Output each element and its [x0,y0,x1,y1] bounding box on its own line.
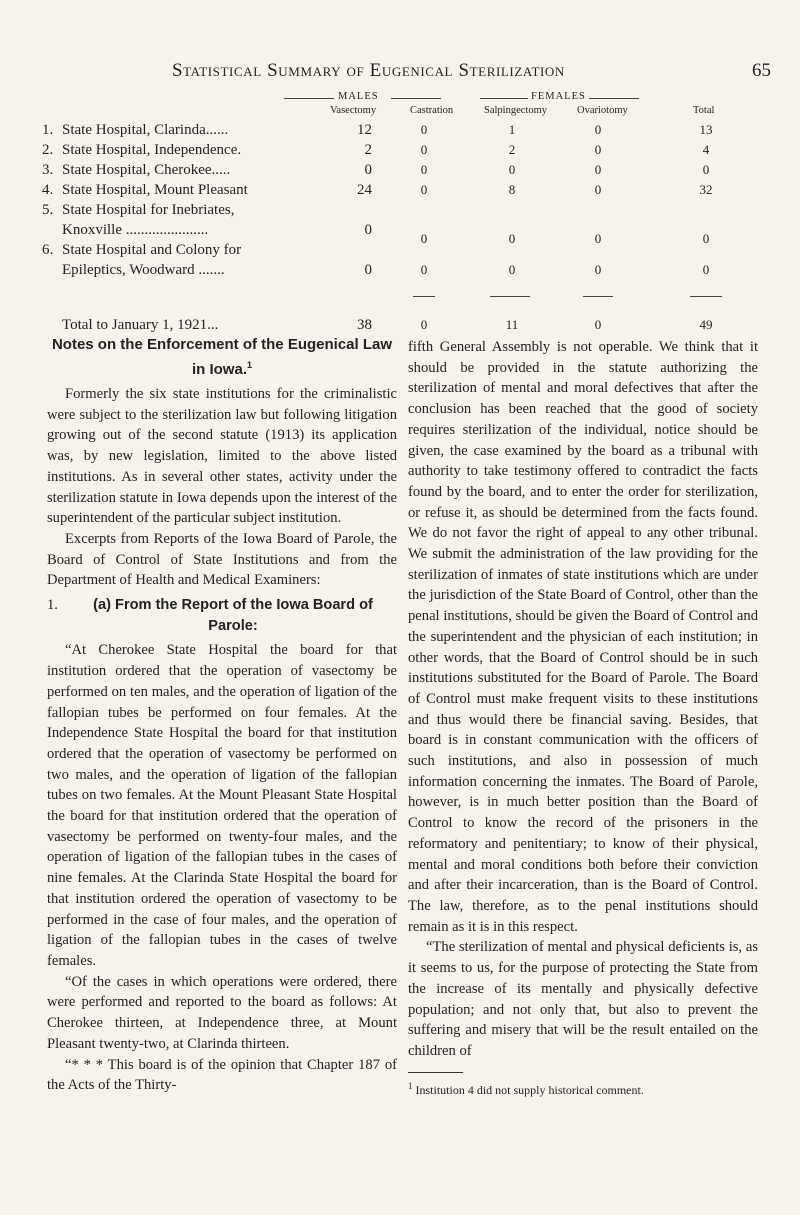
row-number: 1. [42,122,54,138]
cell-ovariotomy: 0 [594,231,602,246]
table-row-continuation [42,260,372,280]
sum-rule-castration [413,296,435,297]
table-row [42,140,372,160]
sum-rule-salpingectomy [490,296,530,297]
subsection-title: (a) From the Report of the Iowa Board of Parole: [93,597,373,634]
cell-salpingectomy: 2 [508,142,516,157]
row-number: 4. [42,182,54,198]
cell-ovariotomy: 0 [594,142,602,157]
row-number: 3. [42,162,54,178]
row-number: 5. [42,202,54,218]
table-row [42,180,372,200]
page-number: 65 [752,60,771,81]
row-number: 6. [42,242,54,258]
females-rule-left [480,98,528,99]
footnote-mark: 1 [408,1080,413,1091]
cell-vasectomy: 0 [364,262,372,278]
paragraph: “The sterilization of mental and physical deficients is, as it seems to us, for the purpose of protecting the State from the increase of its mentally and physically defective population; and not only that, but also to prevent the suffering and misery that will be the result entailed on the children of [408,939,758,1059]
left-column [47,335,397,1096]
cell-vasectomy: 0 [364,162,372,178]
footnote-text: Institution 4 did not supply historical comment. [415,1082,644,1097]
col-header-vasectomy: Vasectomy [330,105,377,116]
cell-salpingectomy: 1 [508,122,516,137]
paragraph: “Of the cases in which operations were ordered, there were performed and reported to the board as follows: At Cherokee thirteen, at Independence three, at Mount Pleasant twenty-two, at Clarinda thirteen. [47,973,397,1052]
table-row-continuation [42,220,372,240]
paragraph: fifth General Assembly is not operable. We think that it should be provided in the statute authorizing the sterilization of mental and moral defectives that after the conclusion has been reached that the good of society requires sterilization of the individual, notice should be given, the case examined by the board as a tribunal with authority to take testimony offered to contradict the facts found by the board, and to enter the order for sterilization, or refuse it, as should be determined from the facts found. We do not favor the right of appeal to any other tribunal. We submit the administration of the law providing for the sterilization of inmates of state institutions which are under the jurisdiction of the State Board of Control, other than the penal institutions, should be given the Board of Control and the superintendent and the physician of each institution; in other words, that the Board of Control should be in such institutions substituted for the Board of Parole. The Board of Control must make frequent visits to these institutions and thus would there be financial saving. Besides, that board is in constant communication with the officers of such institutions, and also in possession of much information concerning the inmates. The Board of Parole, however, is in much better position than the Board of Control to know the record of the prisoners in the reformatory and penitentiary; to know of their physical, mental and moral conditions both before their conviction and after their incarceration, than is the Board of Control. The law, therefore, as to the penal institutions should remain as it is in this respect. [408,339,758,935]
total-vasectomy: 38 [357,317,372,333]
table-row [42,200,372,220]
paragraph: Formerly the six state institutions for the criminalistic were subject to the sterilization law but following litigation growing out of the second statute (1913) its application was, by new legislation, limited to the above listed institutions. As in several other states, activity under the sterilization statute in Iowa depends upon the interest of the superintendent of the particular subject institution. [47,386,397,527]
cell-total: 13 [699,122,713,137]
males-group-header: MALES [338,91,379,102]
cell-total: 4 [702,142,710,157]
total-ovariotomy: 0 [594,317,602,332]
total-row-label: Total to January 1, 1921... [62,317,219,333]
subsection-heading [47,595,397,636]
right-column [408,337,758,1097]
total-castration: 0 [420,317,428,332]
footnote [408,1079,758,1097]
sum-rule-total [690,296,722,297]
footnote-rule [408,1072,463,1073]
paragraph: Excerpts from Reports of the Iowa Board of Parole, the Board of Control of State Institutions and from the Department of Health and Medical Examiners: [47,530,397,589]
cell-salpingectomy: 8 [508,182,516,197]
row-label-line-2: Epileptics, Woodward ....... [62,262,225,278]
col-header-salpingectomy: Salpingectomy [484,105,547,116]
cell-castration: 0 [420,182,428,197]
total-salpingectomy: 11 [505,317,519,332]
col-header-castration: Castration [410,105,454,116]
row-label-line-2: Knoxville ...................... [62,222,209,238]
row-label: State Hospital, Cherokee..... [62,162,231,178]
col-header-total: Total [693,105,715,116]
cell-total: 32 [699,182,713,197]
row-label: State Hospital and Colony for [62,242,242,258]
footnote-ref: 1 [247,360,253,370]
table-row [42,240,372,260]
paragraph: “* * * This board is of the opinion that Chapter 187 of the Acts of the Thirty- [47,1056,397,1094]
females-group-header: FEMALES [531,91,586,102]
subsection-number: 1. [47,597,58,614]
row-label: State Hospital, Clarinda...... [62,122,229,138]
cell-castration: 0 [420,162,428,177]
row-label: State Hospital, Independence. [62,142,242,158]
cell-vasectomy: 24 [357,182,372,198]
row-label: State Hospital, Mount Pleasant [62,182,248,198]
cell-total: 0 [702,262,710,277]
row-label: State Hospital for Inebriates, [62,202,235,218]
males-rule-left [284,98,334,99]
total-row [62,315,372,335]
cell-ovariotomy: 0 [594,162,602,177]
females-rule-right [589,98,639,99]
table-row [42,160,372,180]
cell-salpingectomy: 0 [508,262,516,277]
total-total: 49 [699,317,713,332]
section-heading-text: Notes on the Enforcement of the Eugenical Law in Iowa. [51,336,393,378]
row-number: 2. [42,142,54,158]
paragraph: “At Cherokee State Hospital the board for that institution ordered that the operation of vasectomy be performed on ten males, and the operation of ligation of the fallopian tubes be performed on four females. At the Independence State Hospital the board for that institution ordered that the operation of vasectomy be performed on two males, and the operation of ligation of the fallopian tubes on two females. At the Mount Pleasant State Hospital the board for that institution ordered that the operation of vasectomy be performed on twenty-four males, and the operation of ligation of the fallopian tubes in the cases of nine females. At the Clarinda State Hospital the board for that institution ordered the operation of vasectomy to be performed in the case of four males, and the operation of ligation of the fallopian tubes in the cases of twelve females. [47,642,397,969]
section-heading [47,335,397,380]
cell-ovariotomy: 0 [594,182,602,197]
running-head: Statistical Summary of Eugenical Sterilization [172,60,565,81]
cell-castration: 0 [420,262,428,277]
cell-vasectomy: 2 [364,142,372,158]
cell-vasectomy: 12 [357,122,372,138]
cell-ovariotomy: 0 [594,262,602,277]
cell-castration: 0 [420,122,428,137]
sum-rule-ovariotomy [583,296,613,297]
cell-ovariotomy: 0 [594,122,602,137]
col-header-ovariotomy: Ovariotomy [577,105,628,116]
table-row [42,120,372,140]
cell-salpingectomy: 0 [508,231,516,246]
cell-castration: 0 [420,231,428,246]
cell-salpingectomy: 0 [508,162,516,177]
cell-total: 0 [702,231,710,246]
males-rule-right [391,98,441,99]
cell-castration: 0 [420,142,428,157]
cell-vasectomy: 0 [364,222,372,238]
cell-total: 0 [702,162,710,177]
